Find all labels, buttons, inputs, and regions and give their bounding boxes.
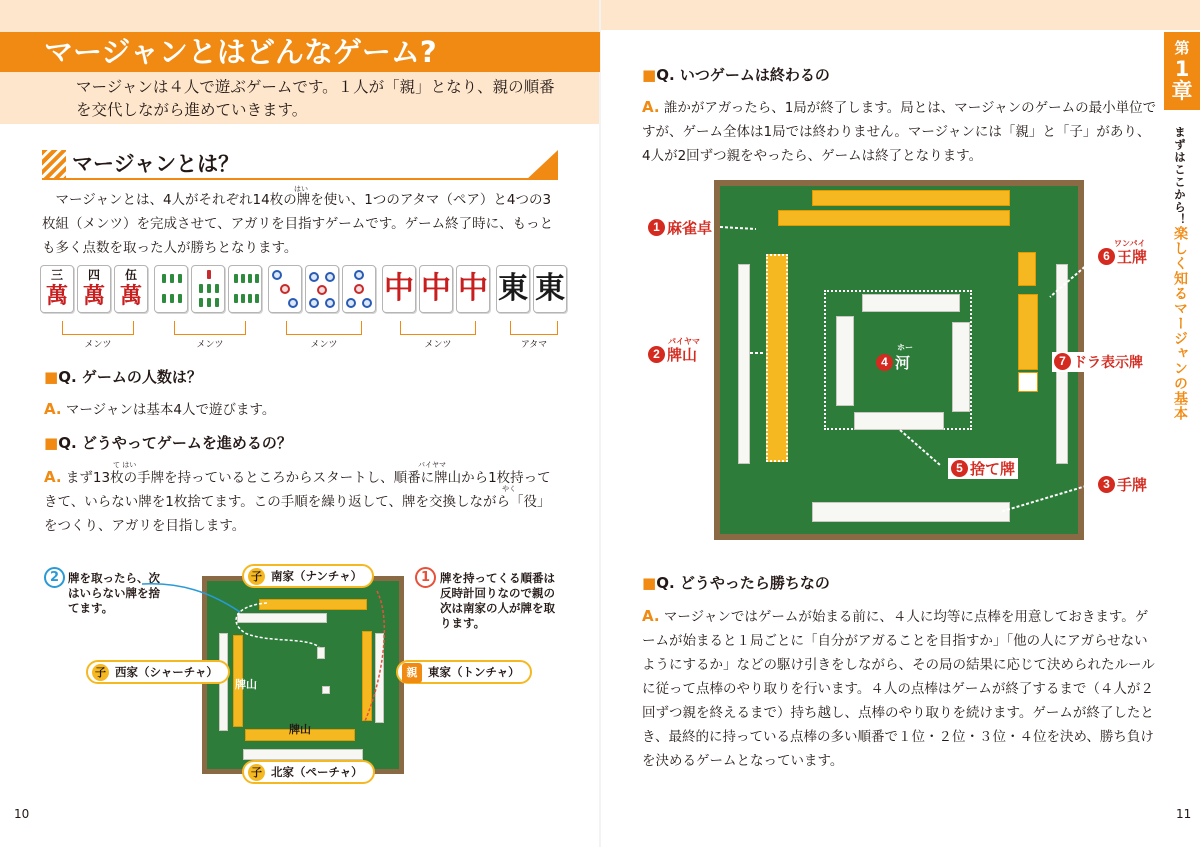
step-2-marker: 2 [44,567,65,588]
group-bracket [62,321,134,335]
stripe-decoration [42,150,66,180]
section-rule [42,178,558,180]
question-how-to-win: ■Q. どうやったら勝ちなの [642,574,830,592]
page-spine [599,0,601,847]
ruby-ho: ホー [897,343,913,352]
group-bracket [400,321,476,335]
pinzu-4-tile [305,265,339,313]
section-title: マージャンとは？ [72,152,240,176]
seat-south: 子 南家（ナンチャ） [242,564,374,588]
seat-north: 子 北家（ペーチャ） [242,760,375,784]
pinzu-3-tile [268,265,302,313]
page-number-left: 10 [14,807,30,821]
callout-dead-wall: 6 王牌 [1098,246,1147,267]
ruby-wanpai: ワンパイ [1114,239,1146,248]
ruby-yaku: やく [502,485,516,493]
note-discard: 牌を取ったら、次はいらない牌を捨てます。 [68,571,160,615]
intro-paragraph: マージャンとは、4人がそれぞれ14枚の牌を使い、1つのアタマ（ペア）と4つの3枚組（メンツ）を完成させて、アガリを目指すゲームです。ゲーム終了時に、もっとも多く点数を取った人が勝ちとなります。 [42,192,554,256]
group-bracket [174,321,246,335]
answer-when-ends: A. 誰かがアガったら、1局が終了します。局とは、マージャンのゲームの最小単位ですが、ゲーム全体は1局では終わりません。マージャンには「親」と「子」があり、4人が2回ずつ親をやったら、ゲームは終了となります。 [642,98,1157,164]
wall-label-west: 牌山 [235,678,257,691]
ruby-paiyama: パイヤマ [668,337,700,346]
souzu-8-tile [228,265,262,313]
lead-text: マージャンは４人で遊ぶゲームです。１人が「親」となり、親の順番を交代しながら進めていきます。 [76,78,555,119]
group-bracket [510,321,558,335]
seat-east: 親 東家（トンチャ） [396,660,532,684]
pinzu-5-tile [342,265,376,313]
group-label: メンツ [424,340,452,350]
chapter-tab: 第 1 章 [1164,32,1200,110]
callout-discards: 5 捨て牌 [948,458,1018,479]
manzu-3-tile: 三 萬 [40,265,74,313]
answer-how-to-play: A. まず13枚の手牌を持っているところからスタートし、順番に牌山から1枚持ってきて、いらない牌を1枚捨てます。この手順を繰り返して、牌を交換しながら「役」をつくり、アガリを目指します。 [44,468,551,534]
group-label: アタマ [520,340,548,350]
chun-tile: 中 [382,265,416,313]
callout-river: 4 河 [876,352,910,373]
answer-how-to-win: A. マージャンではゲームが始まる前に、４人に均等に点棒を用意しておきます。ゲームが始まると１局ごとに「自分がアガることを目指すか」「他の人にアガらせないようにするか」などの駆け引きをしながら、その局の結果に応じて決められたルールに従って点棒のやり取りを行います。４人の点棒はゲームが終了するまで（４人が２回ずつ親を終えるまで）持ち越し、点棒のやり取りを続けます。ゲームが終了したとき、最終的に持っている点棒の多い順番で１位・２位・３位・４位を決め、勝ち負けを決めるゲームとなっています。 [642,607,1155,769]
corner-triangle [526,150,558,180]
question-when-ends: ■Q. いつゲームは終わるの [642,66,830,84]
group-label: メンツ [310,340,338,350]
page-title: マージャンとはどんなゲーム? [0,32,600,72]
chapter-side-title: まずはここから！楽しく知るマージャンの基本 [1172,126,1188,421]
wall-label-north: 牌山 [289,723,311,736]
manzu-5-tile: 伍 萬 [114,265,148,313]
ton-tile: 東 [496,265,530,313]
question-player-count: ■Q. ゲームの人数は？ [44,368,202,386]
group-label: メンツ [196,340,224,350]
ton-tile: 東 [533,265,567,313]
souzu-7-tile [191,265,225,313]
right-header-band [600,0,1200,30]
souzu-6-tile [154,265,188,313]
ruby-hai: はい [294,185,308,193]
page-number-right: 11 [1176,807,1192,821]
callout-mahjong-table: 1 麻雀卓 [648,217,712,238]
callout-hand: 3 手牌 [1098,474,1147,495]
answer-player-count: A. マージャンは基本4人で遊びます。 [44,400,276,418]
callout-wall: 2 牌山 [648,344,697,365]
group-label: メンツ [84,340,112,350]
note-2-leader-line [140,582,250,618]
tile-example-row [40,265,570,355]
question-how-to-play: ■Q. どうやってゲームを進めるの？ [44,434,292,452]
ruby-paiyama: パイヤマ [418,461,446,469]
manzu-4-tile: 四 萬 [77,265,111,313]
note-draw-order: 牌を持ってくる順番は反時計回りなので親の次は南家の人が牌を取ります。 [440,571,555,630]
callout-leader-lines [700,200,1120,520]
chun-tile: 中 [456,265,490,313]
chun-tile: 中 [419,265,453,313]
callout-dora-indicator: 7 ドラ表示牌 [1052,352,1145,372]
ruby-tehai: て はい [113,461,137,469]
step-1-marker: 1 [415,567,436,588]
group-bracket [286,321,362,335]
seat-west: 子 西家（シャーチャ） [86,660,230,684]
section-heading [42,150,558,180]
